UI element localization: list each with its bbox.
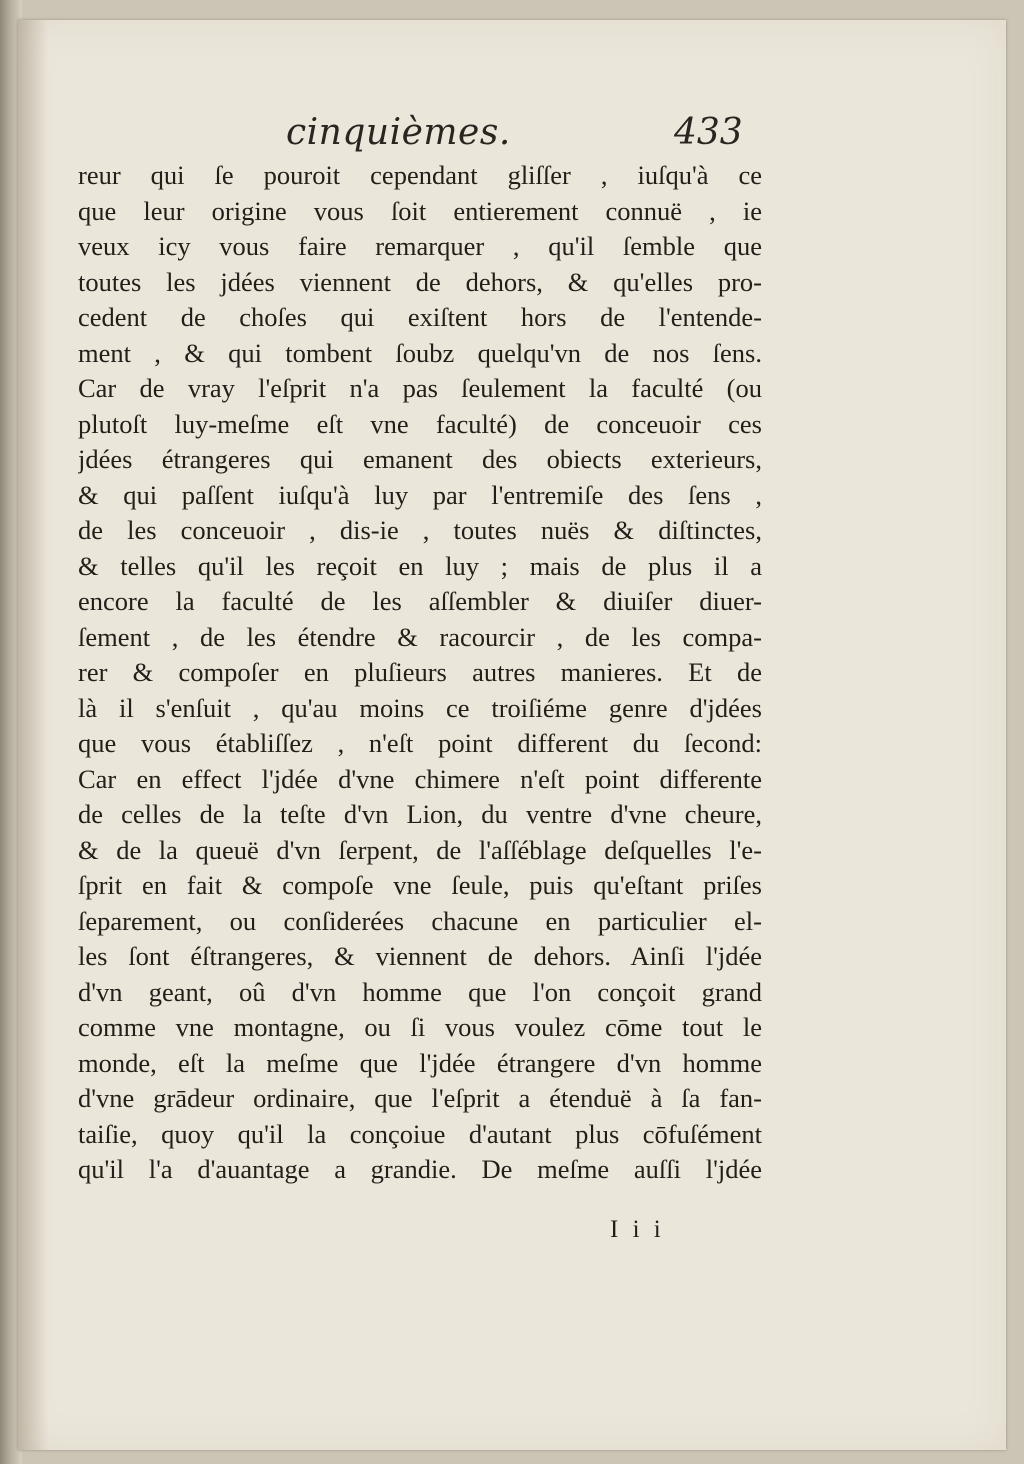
text-line: veux icy vous faire remarquer , qu'il ſemble que [78, 231, 762, 261]
text-line: plutoſt luy-meſme eſt vne faculté) de conceuoir ces [78, 408, 762, 439]
text-line: jdées étrangeres qui emanent des obiects exterieurs, [78, 444, 762, 474]
text-line: de les conceuoir , dis-ie , toutes nuës & diſtinctes, [78, 515, 762, 545]
text-line: rer & compoſer en pluſieurs autres manieres. Et de [78, 657, 762, 687]
text-line: Car de vray l'eſprit n'a pas ſeulement la faculté (ou [78, 373, 762, 403]
text-line: ſeparement, ou conſiderées chacune en particulier el- [78, 905, 762, 936]
text-line: cedent de choſes qui exiſtent hors de l'entende- [78, 302, 762, 332]
text-line: ſement , de les étendre & racourcir , de les compa- [78, 621, 762, 652]
binding-shadow [18, 20, 48, 1450]
running-head [18, 112, 1006, 162]
signature-mark: I i i [610, 1216, 665, 1243]
text-line: & telles qu'il les reçoit en luy ; mais de plus il a [78, 550, 762, 581]
text-line: & qui paſſent iuſqu'à luy par l'entremiſe des ſens , [78, 479, 762, 510]
text-line: toutes les jdées viennent de dehors, & qu'elles pro- [78, 266, 762, 297]
running-title: cinquièmes. [286, 112, 511, 153]
page-number: 433 [674, 112, 743, 153]
text-line: que leur origine vous ſoit entierement connuë , ie [78, 195, 762, 226]
text-line: qu'il l'a d'auantage a grandie. De meſme auſſi l'jdée [78, 1154, 762, 1184]
text-line: d'vn geant, oû d'vn homme que l'on conçoit grand [78, 976, 762, 1007]
text-line: taiſie, quoy qu'il la conçoiue d'autant plus cōfuſément [78, 1118, 762, 1149]
text-line: comme vne montagne, ou ſi vous voulez cōme tout le [78, 1012, 762, 1042]
text-line: là il s'enſuit , qu'au moins ce troiſiéme genre d'jdées [78, 692, 762, 723]
text-line: de celles de la teſte d'vn Lion, du ventre d'vne cheure, [78, 799, 762, 829]
text-line: reur qui ſe pouroit cependant gliſſer , iuſqu'à ce [78, 160, 762, 190]
text-line: Car en effect l'jdée d'vne chimere n'eſt point differente [78, 763, 762, 794]
text-line: les ſont éſtrangeres, & viennent de dehors. Ainſi l'jdée [78, 941, 762, 971]
text-line: & de la queuë d'vn ſerpent, de l'aſſéblage deſquelles l'e- [78, 834, 762, 865]
text-line: que vous établiſſez , n'eſt point different du ſecond: [78, 728, 762, 758]
book-page [18, 20, 1006, 1450]
text-line: ment , & qui tombent ſoubz quelqu'vn de nos ſens. [78, 337, 762, 368]
text-line: monde, eſt la meſme que l'jdée étrangere d'vn homme [78, 1047, 762, 1078]
body-text [78, 158, 778, 1188]
text-line: d'vne grādeur ordinaire, que l'eſprit a étenduë à ſa fan- [78, 1083, 762, 1113]
text-line: encore la faculté de les aſſembler & diuiſer diuer- [78, 586, 762, 616]
text-line: ſprit en fait & compoſe vne ſeule, puis qu'eſtant priſes [78, 870, 762, 900]
